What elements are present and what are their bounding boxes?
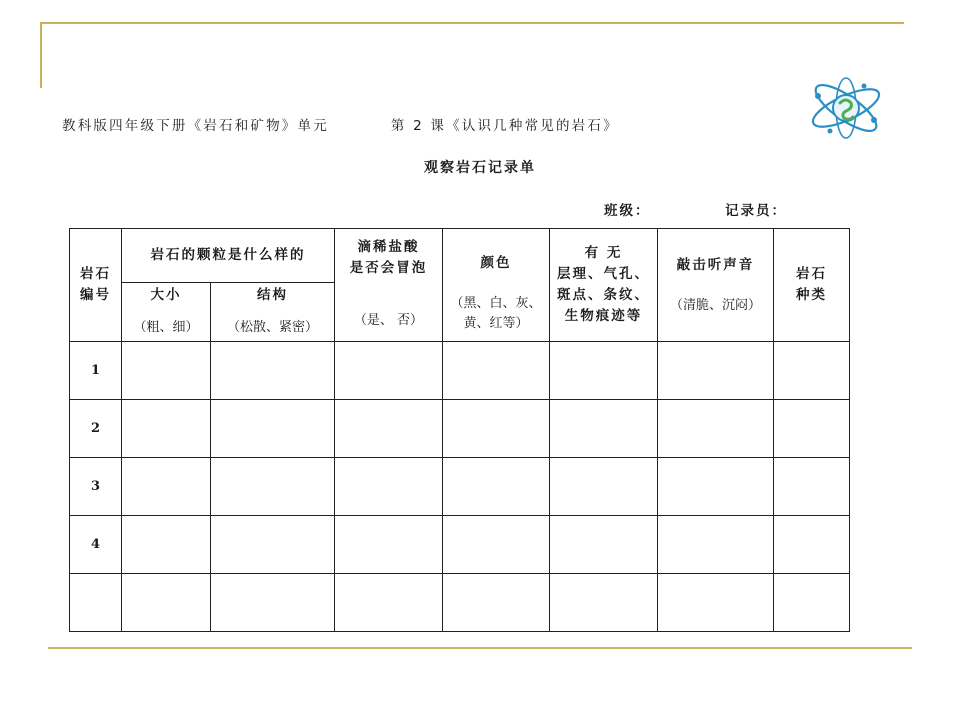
cell-acid[interactable] bbox=[335, 342, 443, 400]
rock-observation-table bbox=[69, 228, 850, 632]
cell-color[interactable] bbox=[443, 400, 550, 458]
cell-structure[interactable] bbox=[211, 400, 335, 458]
recorder-label: 记录员： bbox=[725, 203, 787, 219]
cell-type[interactable] bbox=[774, 400, 850, 458]
cell-structure[interactable] bbox=[211, 342, 335, 400]
lesson-title: 第 2 课《认识几种常见的岩石》 bbox=[390, 118, 619, 134]
cell-size[interactable] bbox=[122, 516, 211, 574]
cell-structure[interactable] bbox=[211, 574, 335, 632]
cell-size[interactable] bbox=[122, 342, 211, 400]
cell-sound[interactable] bbox=[658, 342, 774, 400]
header-sound: 敲击听声音 （清脆、沉闷） bbox=[658, 229, 774, 342]
cell-features[interactable] bbox=[550, 400, 658, 458]
cell-sound[interactable] bbox=[658, 574, 774, 632]
unit-title: 教科版四年级下册《岩石和矿物》单元 bbox=[62, 118, 329, 134]
cell-sound[interactable] bbox=[658, 516, 774, 574]
table-row bbox=[70, 516, 850, 574]
header-grain: 岩石的颗粒是什么样的 bbox=[122, 229, 335, 283]
cell-size[interactable] bbox=[122, 400, 211, 458]
row-number: 4 bbox=[70, 516, 122, 574]
cell-sound[interactable] bbox=[658, 400, 774, 458]
cell-features[interactable] bbox=[550, 574, 658, 632]
cell-size[interactable] bbox=[122, 574, 211, 632]
header-color: 颜色 （黑、白、灰、 黄、红等） bbox=[443, 229, 550, 342]
class-label: 班级： bbox=[604, 203, 651, 219]
row-number: 1 bbox=[70, 342, 122, 400]
unit-lesson-header bbox=[62, 114, 619, 134]
sheet-title: 观察岩石记录单 bbox=[424, 160, 536, 176]
table-row bbox=[70, 400, 850, 458]
row-number: 2 bbox=[70, 400, 122, 458]
cell-color[interactable] bbox=[443, 342, 550, 400]
cell-size[interactable] bbox=[122, 458, 211, 516]
cell-type[interactable] bbox=[774, 574, 850, 632]
left-border-line bbox=[40, 22, 42, 88]
cell-type[interactable] bbox=[774, 342, 850, 400]
cell-color[interactable] bbox=[443, 516, 550, 574]
cell-features[interactable] bbox=[550, 458, 658, 516]
cell-structure[interactable] bbox=[211, 458, 335, 516]
cell-acid[interactable] bbox=[335, 458, 443, 516]
header-rock-type: 岩石 种类 bbox=[774, 229, 850, 342]
top-border-line bbox=[40, 22, 904, 24]
cell-acid[interactable] bbox=[335, 574, 443, 632]
cell-sound[interactable] bbox=[658, 458, 774, 516]
science-atom-logo-icon bbox=[806, 76, 886, 140]
cell-features[interactable] bbox=[550, 342, 658, 400]
row-number bbox=[70, 574, 122, 632]
cell-features[interactable] bbox=[550, 516, 658, 574]
bottom-border-line bbox=[48, 647, 912, 649]
header-features: 有 无 层理、气孔、 斑点、条纹、 生物痕迹等 bbox=[550, 229, 658, 342]
table-row bbox=[70, 342, 850, 400]
cell-type[interactable] bbox=[774, 458, 850, 516]
table-row bbox=[70, 458, 850, 516]
cell-color[interactable] bbox=[443, 458, 550, 516]
subheader-structure: 结构 （松散、紧密） bbox=[211, 283, 335, 342]
subheader-size: 大小 （粗、细） bbox=[122, 283, 211, 342]
header-rock-number: 岩石 编号 bbox=[70, 229, 122, 342]
cell-acid[interactable] bbox=[335, 516, 443, 574]
cell-structure[interactable] bbox=[211, 516, 335, 574]
header-acid-test: 滴稀盐酸 是否会冒泡 （是、 否） bbox=[335, 229, 443, 342]
table-row bbox=[70, 574, 850, 632]
row-number: 3 bbox=[70, 458, 122, 516]
cell-type[interactable] bbox=[774, 516, 850, 574]
cell-acid[interactable] bbox=[335, 400, 443, 458]
cell-color[interactable] bbox=[443, 574, 550, 632]
